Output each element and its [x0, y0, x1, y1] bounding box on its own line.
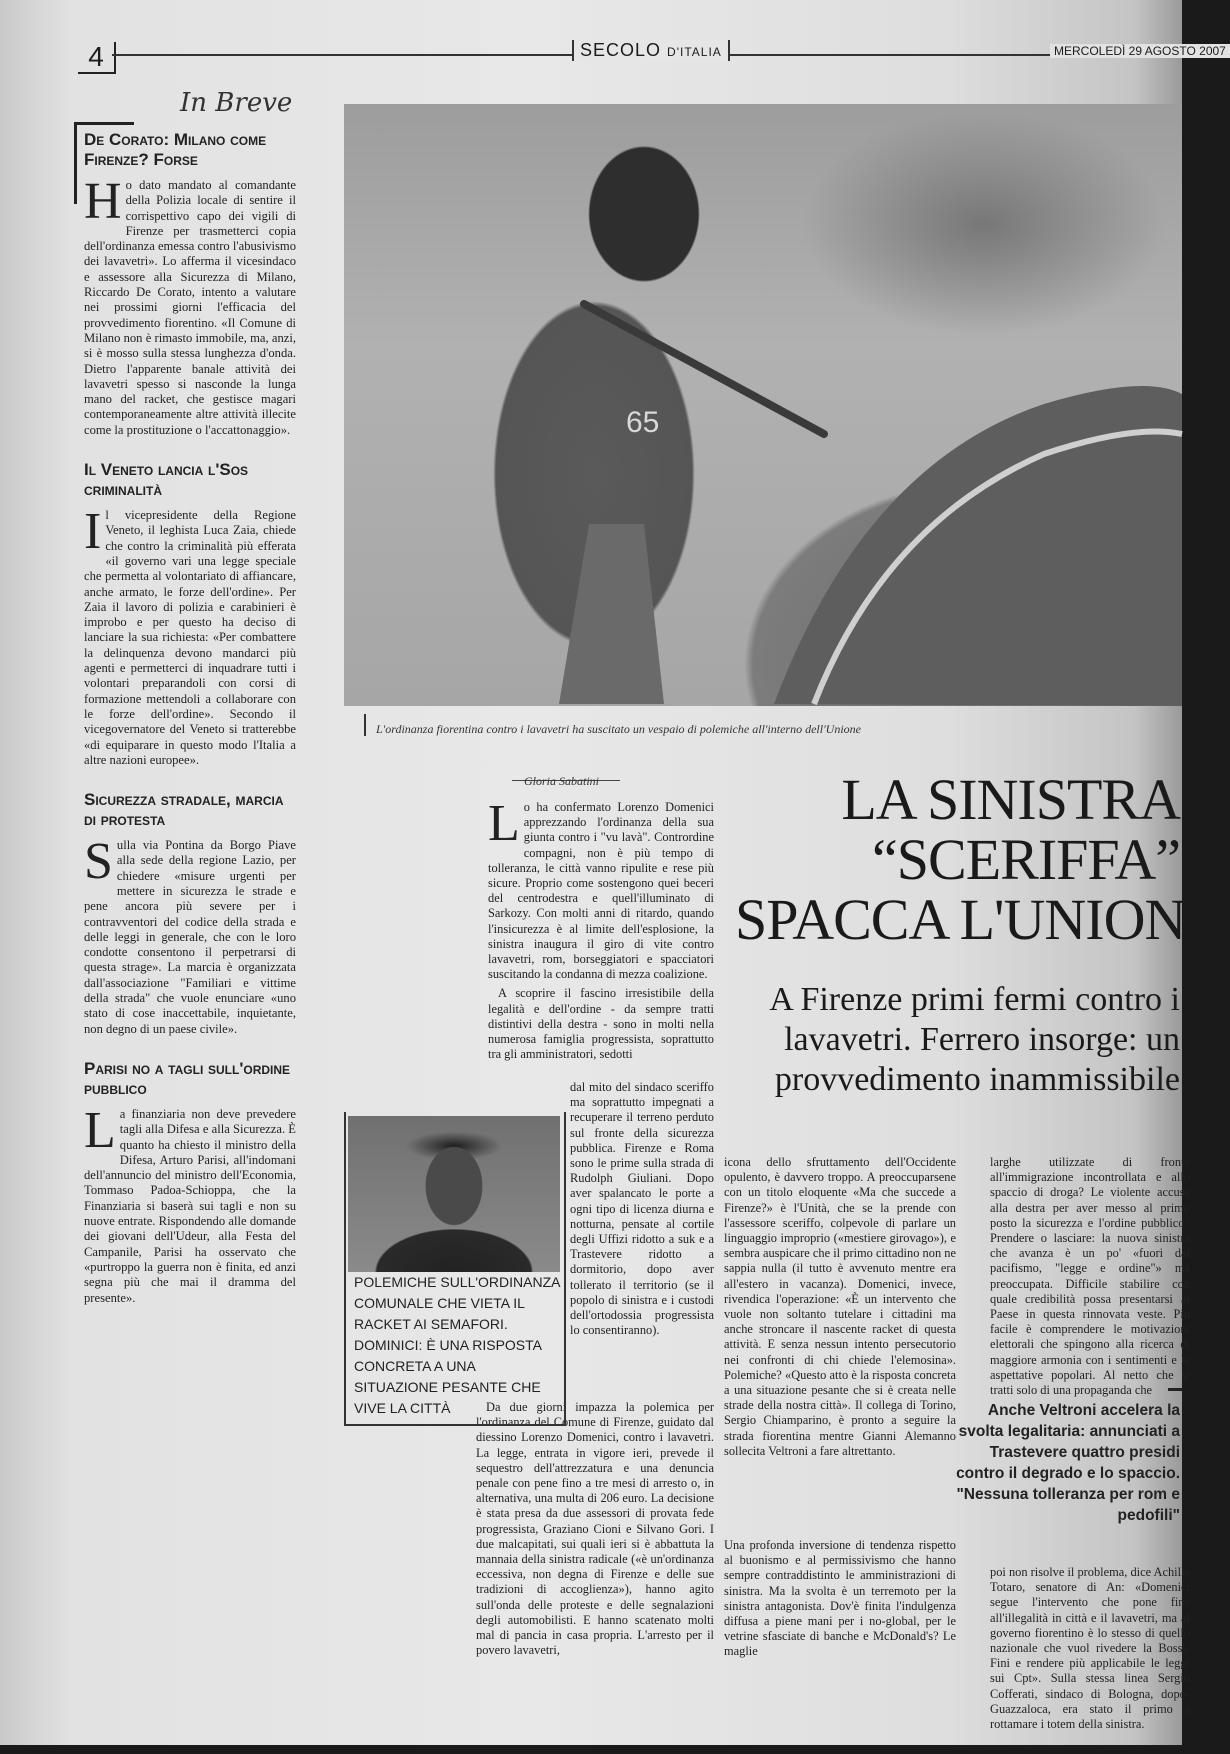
dropcap: H — [84, 173, 122, 230]
subheadline: A Firenze primi fermi contro i lavavetri. Ferrero insorge: un provvedimento inammissibile — [769, 981, 1180, 1098]
brief-headline: Sicurezza stradale, marcia di protesta — [84, 790, 284, 830]
brief-article — [84, 173, 296, 438]
trousers — [559, 524, 664, 704]
article-paragraph: A scoprire il fascino irresistibile della legalità e dell'ordine - da sempre tratti distintivi della destra - sono in molti nella numerosa famiglia progressista, soprattutto tra gli amministratori, sedotti — [488, 986, 714, 1062]
brief-headline: Parisi no a tagli sull'ordine pubblico — [84, 1058, 291, 1098]
masthead-name: SECOLO — [580, 40, 662, 60]
article-paragraph: larghe utilizzate di fronte all'immigrazione incontrollata e allo spaccio di droga? Le violente accuse alla destra per aver messo al primo posto la sicurezza e l'ordine pubblico? Prendere o lasciare: la nuova sinistra che avanza è un po' «fuori dal pacifismo, "legge e ordine"» ma preoccupata. Difficile stabilire con quale credibilità possa presentarsi al Paese in questa rinnovata veste. Più facile è comprendere le motivazioni elettorali che spingono alla ricerca di maggiore armonia con i sentimenti e le aspettative popolari. Al netto che si tratti solo di una propaganda che — [990, 1155, 1190, 1398]
masthead-suffix: D'ITALIA — [667, 45, 722, 59]
article-column — [570, 1080, 714, 1342]
veltroni-quote: Anche Veltroni accelera la svolta legalitaria: annunciati a Trastevere quattro presidi contro il degrado e lo spaccio. "Nessuna tolleranza per rom e pedofili" — [956, 1402, 1180, 1524]
dropcap: S — [84, 833, 113, 891]
byline: Gloria Sabatini — [524, 774, 600, 788]
headline-line: “SCERIFFA” — [872, 827, 1180, 892]
brief-sidebar — [84, 130, 296, 1328]
sidebar-bracket-top — [74, 122, 134, 125]
article-paragraph — [488, 795, 714, 982]
photo-caption: L'ordinanza fiorentina contro i lavavetri ha suscitato un vespaio di polemiche all'interno dell'Unione — [376, 722, 861, 736]
brief-body: l vicepresidente della Regione Veneto, il leghista Luca Zaia, chiede che contro la criminalità più efferata «il governo vari una legge speciale che permetta al volontariato di affiancare, anche armato, le forze dell'ordine». Per Zaia il lavoro di polizia e carabinieri è improbo e per questo ha deciso di lanciare la sua richiesta: «Per combattere la delinquenza devono mandarci più agenti e permetterci di inquadrare tutti i volontari preparandoli con corsi di formazione mettendoli a collaborare con le forze dell'ordine». Secondo il vicegovernatore del Veneto si tratterebbe «di equiparare in questo modo l'Italia a altre nazioni europee». — [84, 508, 296, 767]
article-column — [476, 1400, 714, 1662]
jersey-number: 65 — [626, 406, 660, 439]
dropcap: I — [84, 503, 102, 561]
brief-article — [84, 1101, 296, 1306]
dropcap: L — [488, 795, 520, 852]
dateline: MERCOLEDÌ 29 AGOSTO 2007 — [1050, 44, 1230, 58]
brief-section-title: In Breve — [180, 88, 293, 118]
masthead — [572, 40, 730, 61]
article-column — [488, 795, 714, 1066]
caption-bar — [364, 714, 366, 736]
page-number: 4 — [78, 42, 116, 74]
article-column — [990, 1565, 1190, 1736]
article-column — [990, 1155, 1190, 1402]
squeegee-handle — [584, 304, 824, 434]
paragraph-text: o ha confermato Lorenzo Domenici apprezzando l'ordinanza della sua giunta contro i "vu lavà". Contrordine compagni, non è più tempo di tolleranza, le città vanno ripulite e rese più sicure. Proprio come sostengono quei beceri del centrodestra e quell'illuminato di Sarkozy. Con molti anni di ritardo, quando l'insicurezza è al limite dell'esplosione, la sinistra inaugura il giro di vite contro lavavetri, rom, borseggiatori e spacciatori suscitando la condanna di mezza coalizione. — [488, 800, 714, 982]
brief-headline: De Corato: Milano come Firenze? Forse — [84, 130, 267, 169]
article-paragraph: poi non risolve il problema, dice Achille Totaro, senatore di An: «Domenici segue l'intervento che pone fine all'illegalità in città e il lavavetri, ma al governo fiorentino è lo stesso di quello nazionale che vuol rivedere la Bossi-Fini e rendere più applicabile le leggi sui Cpt». Sulla stessa linea Sergio Cofferati, sindaco di Bologna, dopo-Guazzaloca, era stato il primo a rottamare i totem della sinistra. — [990, 1565, 1190, 1732]
quote-mark — [1168, 1388, 1182, 1391]
article-paragraph: icona dello sfruttamento dell'Occidente opulento, è davvero troppo. A preoccuparsene con un titolo eloquente «Ma che succede a Firenze?» è l'Unità, che se la prende con l'assessore sceriffo, colpevole di parlare un linguaggio improprio («mestiere girovago»), e sembra auspicare che il primo cittadino non ne sappia nulla (il tutto è avvenuto mentre era all'estero in vacanza). Domenici, invece, rivendica l'operazione: «È un intervento che vuole non soltanto tutelare i cittadini ma anche stroncare il nascente racket di questa attività. E senza nessun intento persecutorio nei confronti di chi chiede l'elemosina». Polemiche? «Questo atto è la risposta concreta a una situazione pesante che si è creata nelle strade della nostra città». Il collega di Torino, Sergio Chiamparino, è pronto a seguire la strada fiorentina mentre Gianni Alemanno sollecita Veltroni a fare altrettanto. — [724, 1155, 956, 1458]
article-paragraph: Una profonda inversione di tendenza rispetto al buonismo e al permissivismo che hanno sempre contraddistinto le amministrazioni di sinistra. Ma la svolta è un terremoto per la sinistra antagonista. Dov'è finita l'indulgenza diffusa a piene mani per i no-global, per le vetrine sfasciate di banche e McDonald's? Le maglie — [724, 1538, 956, 1659]
article-paragraph: Da due giorni impazza la polemica per l'ordinanza del Comune di Firenze, guidato dal diessino Lorenzo Domenici, contro i lavavetri. La legge, entrata in vigore ieri, prevede il sequestro dell'attrezzatura e una denuncia penale con pene fino a tre mesi di arresto o, in alternativa, una multa di 206 euro. La decisione è stata presa da due assessori di provata fede progressista, Graziano Cioni e Silvano Gori. I due malcapitati, sui quali ieri si è abbattuta la mannaia della sinistra radicale («è un'ordinanza eccessiva, non degna di Firenze e delle sue tradizioni di accoglienza»), hanno agito sull'onda delle proteste e delle segnalazioni degli automobilisti. E hanno scatenato molti mal di pancia in casa propria. L'arresto per il povero lavavetri, — [476, 1400, 714, 1658]
brief-headline: Il Veneto lancia l'Sos criminalità — [84, 460, 249, 500]
photo-illustration — [344, 104, 1182, 706]
headline-line: LA SINISTRA — [841, 767, 1180, 832]
main-headline — [735, 767, 1220, 952]
brief-body: a finanziaria non deve prevedere tagli alla Difesa e alla Sicurezza. È quanto ha chiesto il ministro della Difesa, Arturo Parisi, all'indomani dell'annuncio del ministro dell'Economia, Tommaso Padoa-Schioppa, che la Finanziaria si baserà sui tagli e non su nuove entrate. Rispondendo alle domande dei giovani dell'Udeur, alla Festa del Campanile, Parisi ha osservato che «purtroppo la guerra non è finita, ed anzi segna più che mai il dramma del presente». — [84, 1106, 296, 1305]
dropcap: L — [84, 1101, 116, 1159]
headline-line: SPACCA L'UNIONE — [735, 887, 1220, 952]
brief-body: o dato mandato al comandante della Polizia locale di sentire il corrispettivo capo dei vigili di Firenze per trasmetterci copia dell'ordinanza emessa contro l'abusivismo dei lavavetri». Lo afferma il vicesindaco e assessore alla Sicurezza di Milano, Riccardo De Corato, intento a valutare nei prossimi giorni l'efficacia del provvedimento fiorentino. «Il Comune di Milano non è rimasto immobile, ma, anzi, si è mosso sulla stessa lunghezza d'onda. Dietro l'apparente banale attività dei lavavetri spesso si nasconde la lunga mano del racket, che gestisce magari contemporaneamente altre attività illecite come la prostituzione o l'accattonaggio». — [84, 178, 296, 437]
brief-article — [84, 833, 296, 1037]
brief-body: ulla via Pontina da Borgo Piave alla sede della regione Lazio, per chiedere «misure urgenti per mettere in sicurezza le strade e pene ancora più severe per i contravventori del codice della strada e delle leggi in generale, che con le loro condotte consentono il perpetrarsi di questa strage». La marcia è organizzata dall'associazione "Familiari e vittime della strada" che vuole enunciare «uno stato di cose inaccettabile, inquietante, non degno di un paese civile». — [84, 838, 296, 1036]
article-column — [724, 1155, 956, 1463]
article-column — [724, 1538, 956, 1664]
article-paragraph: dal mito del sindaco sceriffo ma soprattutto impegnati a recuperare il terreno perduto sul fronte della sicurezza pubblica. Firenze e Roma sono le prime sulla strada di Rudolph Giuliani. Dopo aver spalancato le porte a ogni tipo di licenza diurna e notturna, pensate al cortile degli Uffizi ridotto a suk e a Trastevere ridotto a dormitorio, dopo aver tollerato il territorio (se il popolo di sinistra e i custodi dell'ortodossia progressista lo consentiranno). — [570, 1080, 714, 1338]
main-photo — [344, 104, 1182, 706]
pull-quote: POLEMICHE SULL'ORDINANZA COMUNALE CHE VIETA IL RACKET AI SEMAFORI. DOMINICI: È UNA RISPOSTA CONCRETA A UNA SITUAZIONE PESANTE CHE VIVE LA CITTÀ — [354, 1274, 560, 1416]
sidebar-bracket — [74, 122, 77, 204]
brief-article — [84, 503, 296, 768]
